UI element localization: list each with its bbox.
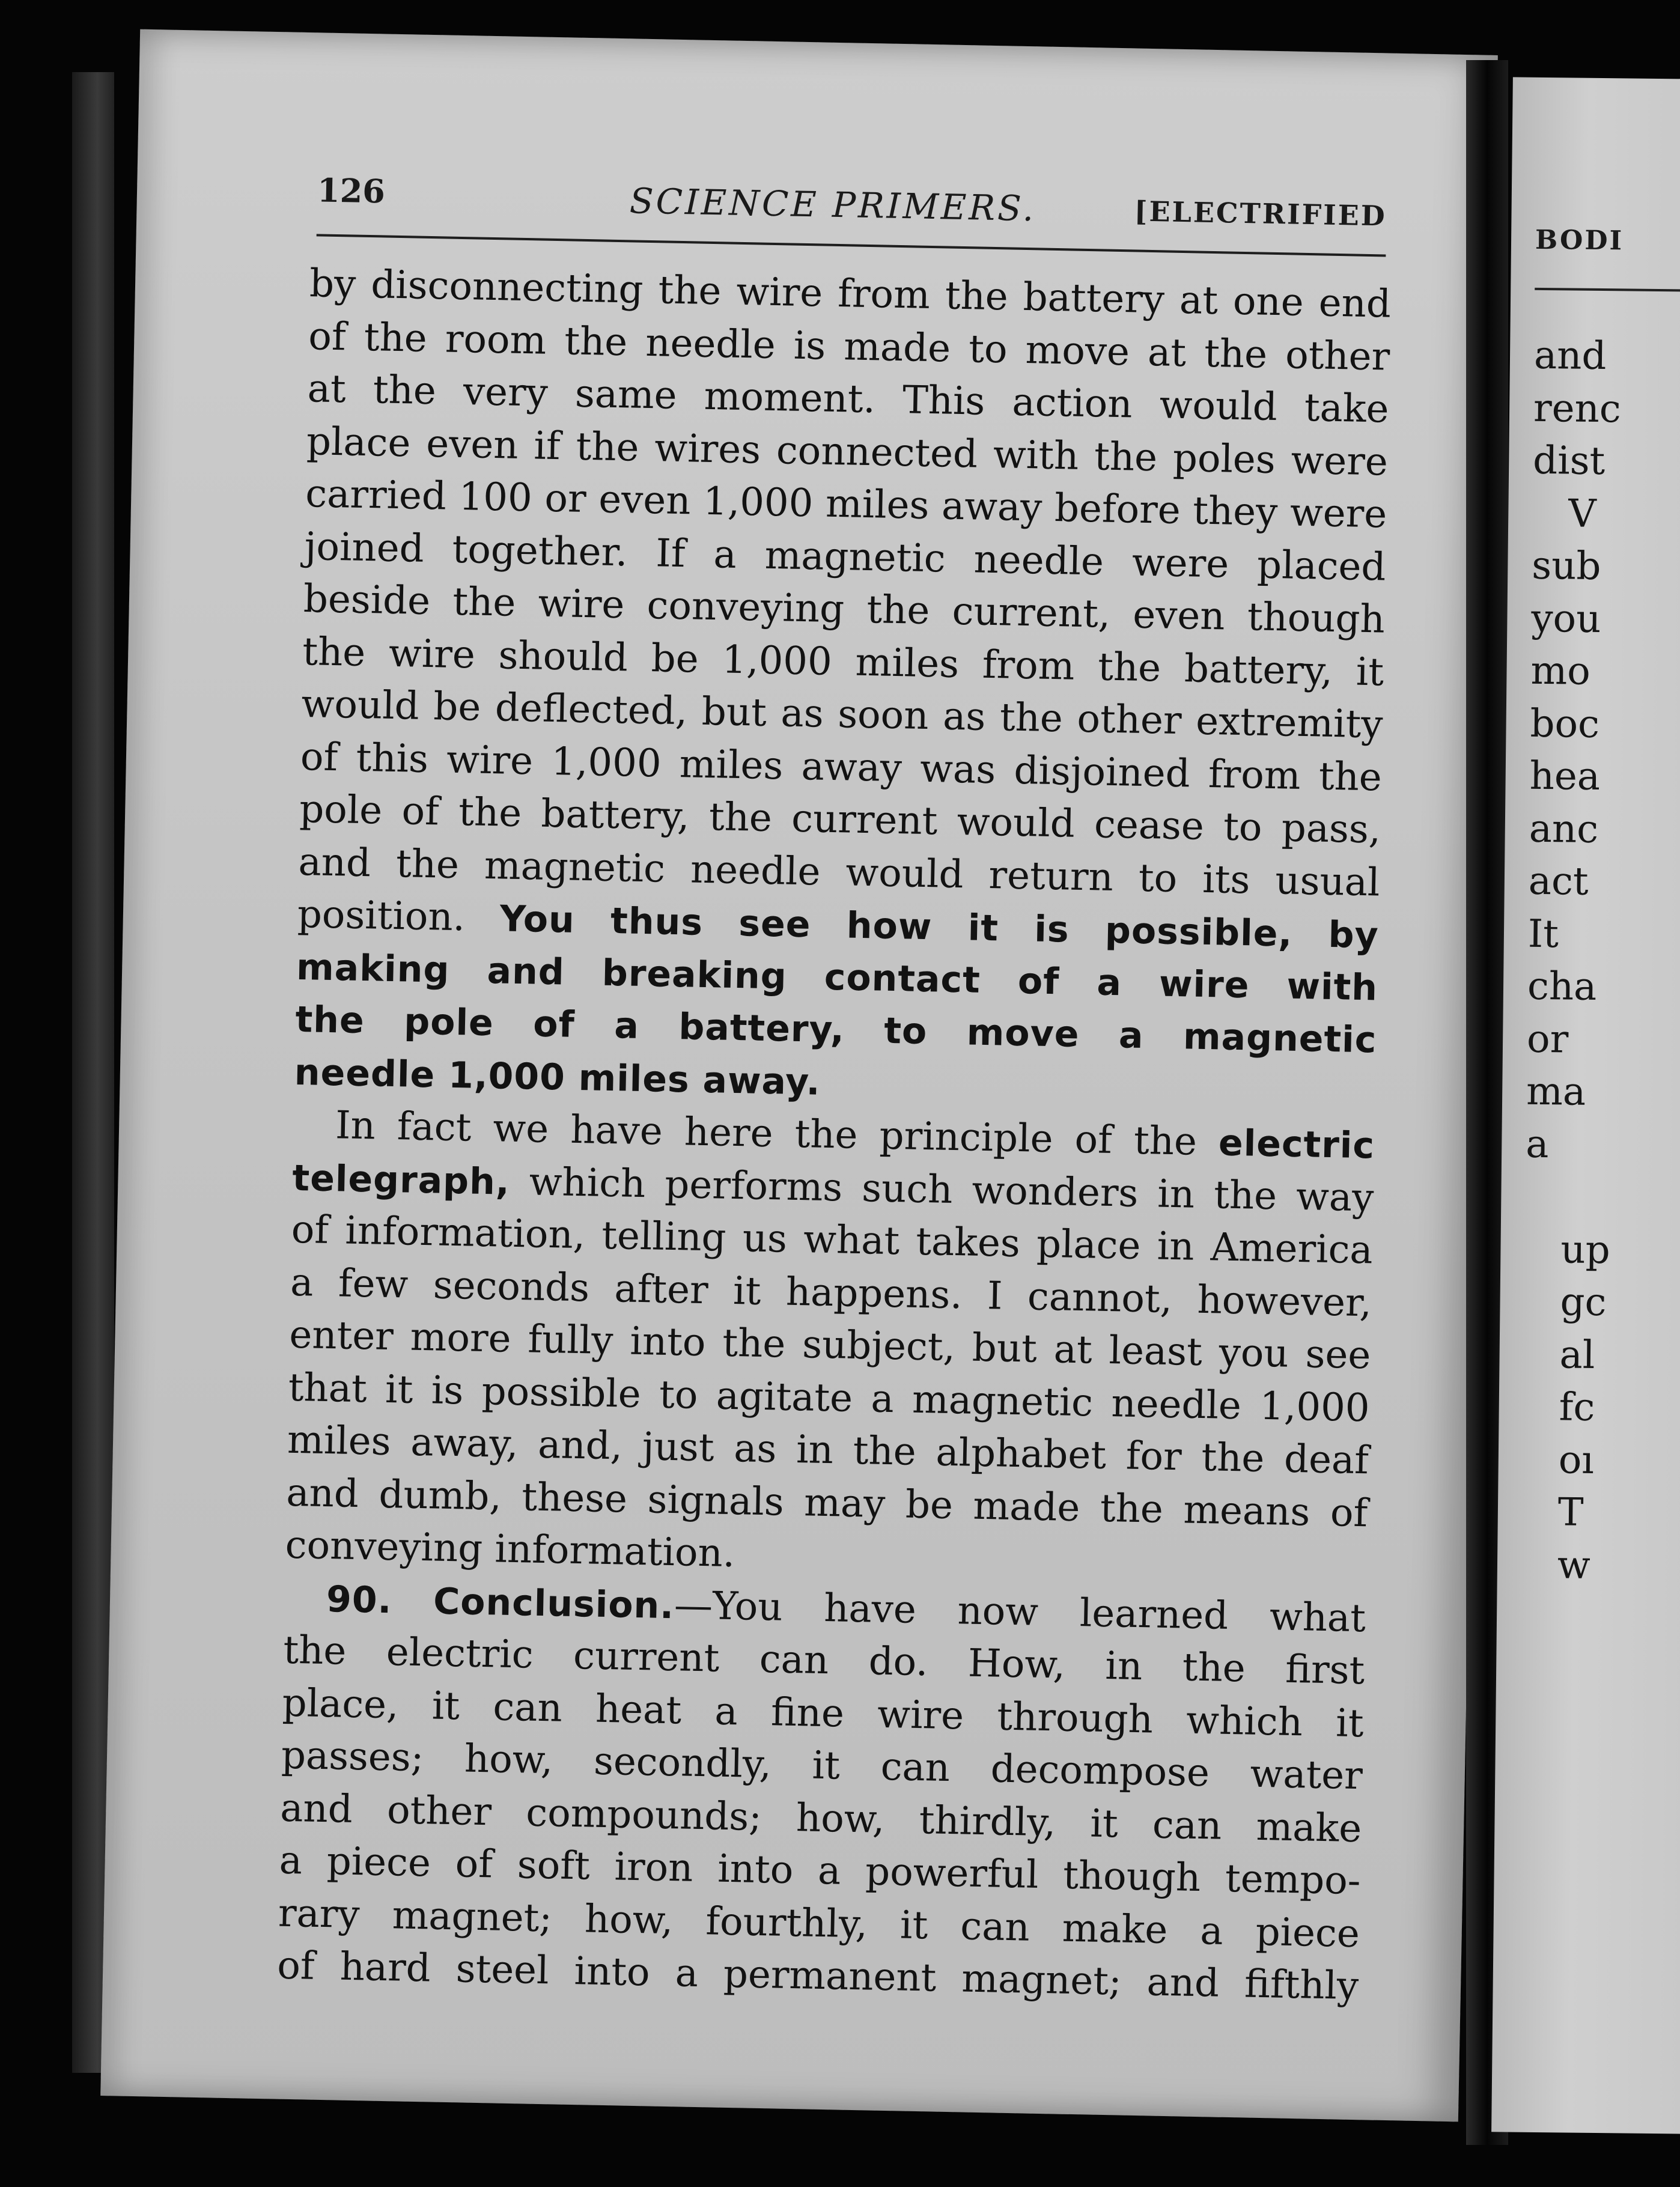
text-line: enter more fully into the subject, but at least you see [288, 1312, 1371, 1378]
text-line: miles away, and, just as in the alphabet for the deaf [287, 1417, 1369, 1483]
text-line: and dumb, these signals may be made the means of [285, 1470, 1368, 1536]
facing-page [1491, 77, 1680, 2134]
body-text [277, 258, 1392, 2013]
text-fragment: and [1533, 333, 1607, 379]
text-line: would be deflected, but as soon as the other extremity [301, 681, 1384, 747]
text-line: carried 100 or even 1,000 miles away before they were [305, 472, 1387, 537]
bold-text: electric [1218, 1122, 1375, 1167]
bold-text: telegraph, [291, 1157, 511, 1203]
text-fragment: a [1525, 1122, 1549, 1167]
text-fragment: cha [1527, 964, 1597, 1009]
facing-page-header: BODI [1535, 224, 1624, 257]
text-line: of this wire 1,000 miles away was disjoined from the [300, 734, 1383, 800]
text-fragment: you [1531, 596, 1601, 642]
text-line: and other compounds; how, thirdly, it can make [279, 1786, 1362, 1851]
text-fragment: ma [1526, 1069, 1586, 1115]
text-fragment: V [1568, 491, 1596, 537]
text-fragment: gc [1560, 1280, 1607, 1325]
text-fragment: oı [1558, 1437, 1595, 1483]
bold-text: You thus see how it is possible, by [499, 898, 1380, 957]
text-line: place, it can heat a fine wire through which it [282, 1681, 1365, 1746]
text-fragment: fc [1559, 1385, 1595, 1430]
text-fragment: anc [1529, 806, 1599, 852]
text-line: the wire should be 1,000 miles from the battery, it [302, 629, 1384, 695]
text-line: that it is possible to agitate a magnetic needle 1,000 [288, 1365, 1371, 1431]
text-line: joined together. If a magnetic needle were placed [304, 524, 1387, 590]
text-line: conveying information. [285, 1522, 735, 1577]
text-fragment: w [1557, 1542, 1591, 1588]
text-line: rary magnet; how, fourthly, it can make a piece [278, 1891, 1360, 1956]
section-number: 90. [326, 1578, 393, 1622]
text-line: at the very same moment. This action would take [307, 367, 1390, 432]
text-fragment: renc [1533, 386, 1622, 431]
text-fragment: boc [1530, 701, 1600, 747]
text-line: and the magnetic needle would return to its usual [297, 839, 1381, 905]
text-fragment: position. [297, 892, 466, 940]
text-fragment: act [1528, 859, 1589, 904]
text-line: beside the wire conveying the current, even though [303, 577, 1386, 642]
text-fragment: which performs such wonders in the way [529, 1159, 1374, 1220]
text-fragment: al [1559, 1332, 1595, 1378]
text-line: the electric current can do. How, in the first [282, 1628, 1365, 1694]
text-fragment: mo [1530, 648, 1591, 694]
text-line: of information, telling us what takes place in America [291, 1207, 1374, 1273]
text-line: pole of the battery, the current would cease to pass, [299, 786, 1381, 853]
text-line: passes; how, secondly, it can decompose water [281, 1733, 1363, 1799]
text-line: of hard steel into a permanent magnet; and fifthly [276, 1943, 1359, 2009]
text-fragment: In fact we have here the principle of the [335, 1103, 1198, 1164]
text-fragment: sub [1532, 543, 1601, 589]
text-fragment: dist [1532, 438, 1605, 484]
text-fragment [1525, 1171, 1613, 1224]
text-line: a few seconds after it happens. I cannot, however, [290, 1260, 1372, 1325]
book-page [100, 29, 1498, 2122]
text-fragment: or [1526, 1017, 1569, 1062]
text-fragment: up [1560, 1227, 1611, 1273]
text-fragment: It [1527, 911, 1559, 957]
text-line: by disconnecting the wire from the battery at one end [309, 261, 1392, 327]
text-line: place even if the wires connected with the poles were [306, 419, 1389, 485]
section-heading: Conclusion. [433, 1580, 675, 1627]
page-header [317, 171, 1387, 239]
section-title: [ELECTRIFIED [1134, 195, 1387, 233]
text-fragment: —You have now learned what [674, 1583, 1366, 1641]
running-title: SCIENCE PRIMERS. [629, 180, 1036, 230]
header-rule [317, 234, 1386, 257]
page-number: 126 [317, 171, 386, 211]
bold-line: the pole of a battery, to move a magnetic [294, 998, 1377, 1062]
bold-line: needle 1,000 miles away. [294, 1051, 821, 1104]
text-line: a piece of soft iron into a powerful though tempo- [279, 1838, 1362, 1904]
text-line: of the room the needle is made to move at the other [308, 314, 1390, 380]
text-fragment: T [1557, 1490, 1584, 1535]
text-fragment: hea [1529, 753, 1601, 799]
facing-page-text [1521, 330, 1622, 1592]
bold-line: making and breaking contact of a wire with [296, 946, 1378, 1009]
facing-page-rule [1535, 288, 1680, 292]
